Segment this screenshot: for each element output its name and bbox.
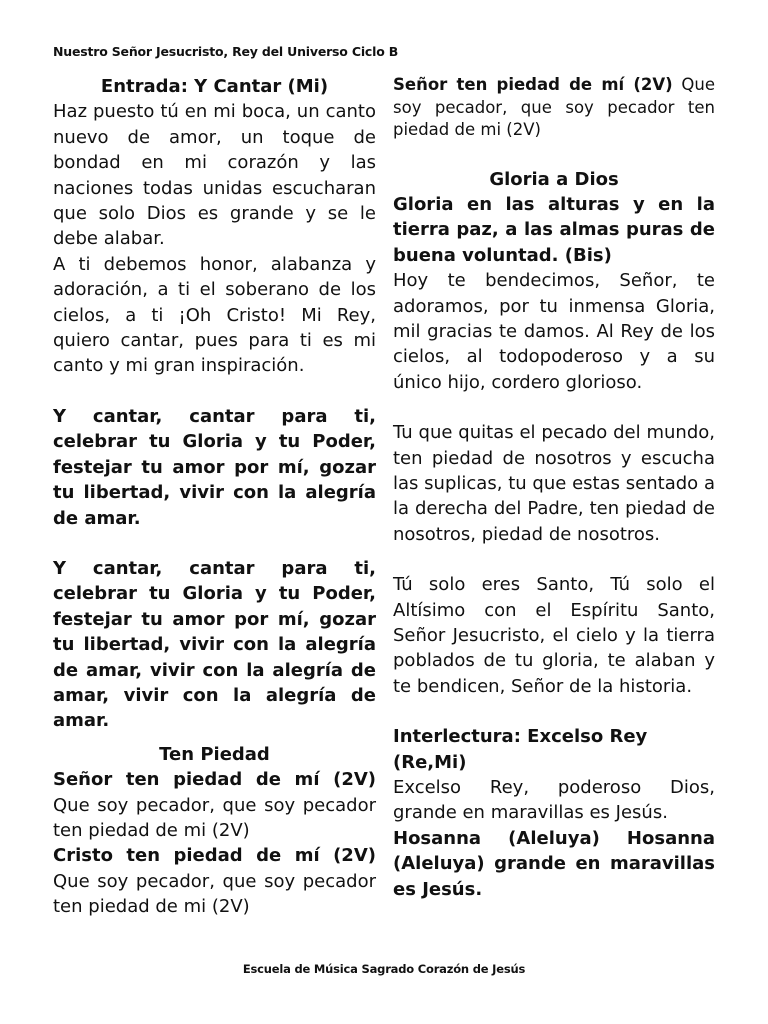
piedad-verse-2-lead: Cristo ten piedad de mí (2V) [53,845,376,867]
gloria-refrain: Gloria en las alturas y en la tierra paz, a las almas puras de buena voluntad. (Bis) [393,193,715,266]
entrada-verse-2: A ti debemos honor, alabanza y adoración, a ti el soberano de los cielos, a ti ¡Oh Cristo! Mi Rey, quiero cantar, pues para ti es mi canto y mi gran inspiración. [53,253,376,377]
piedad-verse-3-lead: Señor ten piedad de mí (2V) [393,75,673,94]
entrada-title: Entrada: Y Cantar (Mi) [100,76,329,97]
piedad-verse-1-lead: Señor ten piedad de mí (2V) [53,769,376,791]
piedad-verse-3-text: Que soy pecador, que soy pecador ten piedad de mi (2V) [393,75,715,139]
entrada-chorus-1: Y cantar, cantar para ti, celebrar tu Gloria y tu Poder, festejar tu amor por mí, gozar tu libertad, vivir con la alegría de amar. [53,405,376,529]
piedad-verse-2-text: Que soy pecador, que soy pecador ten piedad de mi (2V) [53,870,376,918]
gloria-verse-3: Tú solo eres Santo, Tú solo el Altísimo con el Espíritu Santo, Señor Jesucristo, el cielo y la tierra poblados de tu gloria, te alaban y te bendicen, Señor de la historia. [393,574,715,697]
right-column [393,74,715,902]
page-header: Nuestro Señor Jesucristo, Rey del Universo Ciclo B [53,44,399,59]
piedad-title: Ten Piedad [159,743,270,765]
piedad-verse-1 [53,767,376,843]
piedad-verse-2 [53,843,376,919]
interlectura-refrain: Hosanna (Aleluya) Hosanna (Aleluya) grande en maravillas es Jesús. [393,827,715,900]
gloria-verse-1: Hoy te bendecimos, Señor, te adoramos, por tu inmensa Gloria, mil gracias te damos. Al Rey de los cielos, al todopoderoso y a su único hijo, cordero glorioso. [393,270,715,393]
interlectura-verse: Excelso Rey, poderoso Dios, grande en maravillas es Jesús. [393,777,715,824]
piedad-verse-1-text: Que soy pecador, que soy pecador ten piedad de mi (2V) [53,794,376,841]
piedad-verse-3 [393,74,715,142]
entrada-verse-1: Haz puesto tú en mi boca, un canto nuevo de amor, un toque de bondad en mi corazón y las naciones todas unidas escucharan que solo Dios es grande y se le debe alabar. [53,101,376,250]
interlectura-title: Interlectura: Excelso Rey (Re,Mi) [393,726,648,773]
left-column [53,74,376,920]
gloria-verse-2: Tu que quitas el pecado del mundo, ten piedad de nosotros y escucha las suplicas, tu que estas sentado a la derecha del Padre, ten piedad de nosotros, piedad de nosotros. [393,422,715,545]
page-footer: Escuela de Música Sagrado Corazón de Jesús [242,962,526,976]
gloria-title: Gloria a Dios [489,168,619,190]
entrada-chorus-2: Y cantar, cantar para ti, celebrar tu Gloria y tu Poder, festejar tu amor por mí, gozar tu libertad, vivir con la alegría de amar, vivir con la alegría de amar, vivir con la alegría de amar. [53,557,376,732]
